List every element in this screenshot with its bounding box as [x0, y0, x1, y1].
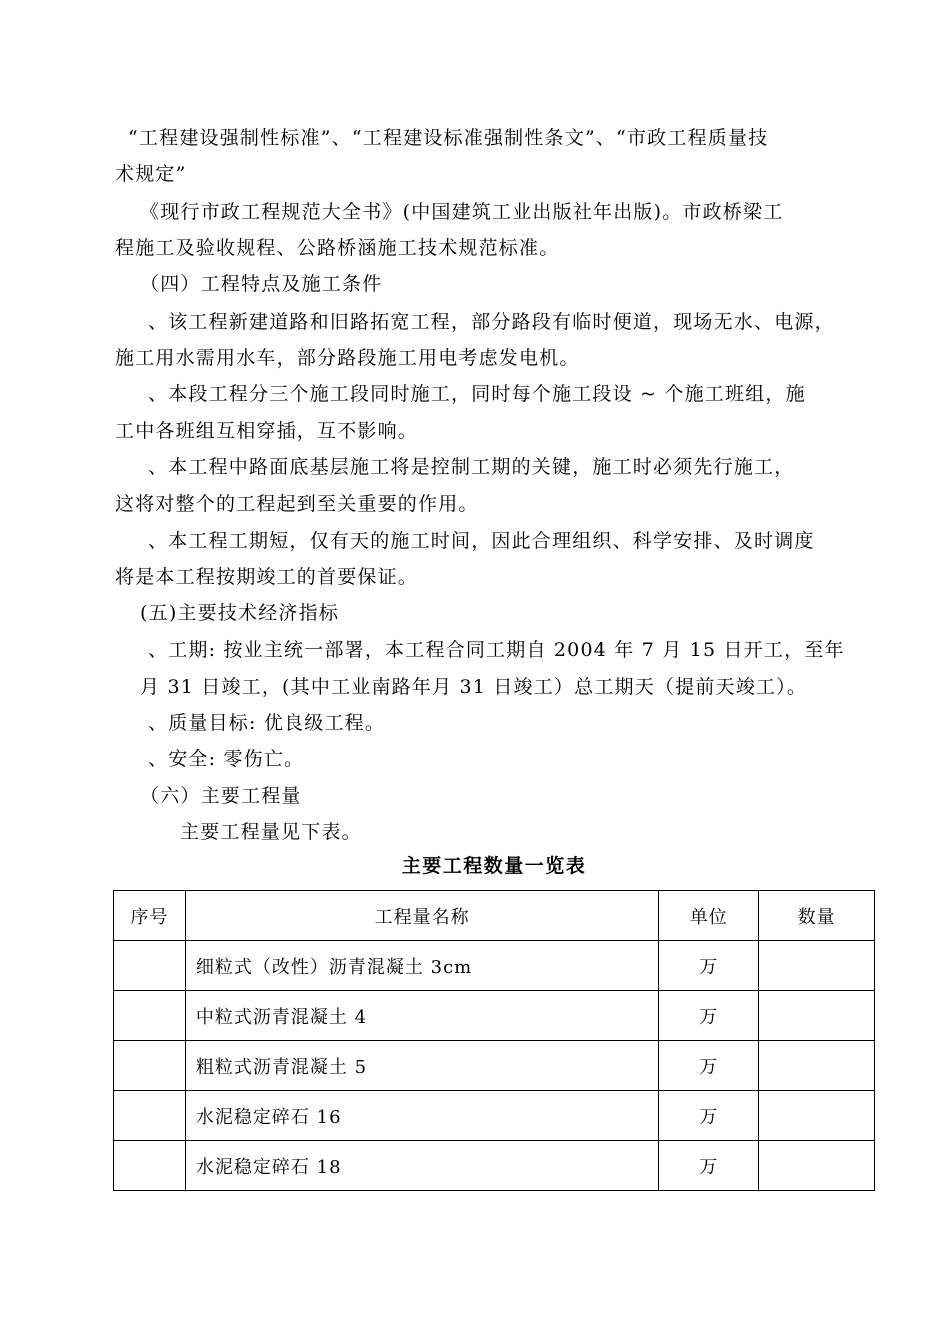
cell-qty — [759, 991, 875, 1041]
paragraph-line: 月 31 日竣工，(其中工业南路年月 31 日竣工）总工期天（提前天竣工）。 — [140, 676, 808, 698]
cell-no — [114, 1141, 186, 1191]
paragraph-line: 工中各班组互相穿插，互不影响。 — [115, 420, 419, 442]
paragraph-line: 术规定” — [115, 163, 187, 185]
table-row — [114, 1091, 875, 1141]
paragraph-line: 、安全: 零伤亡。 — [148, 748, 305, 770]
cell-name: 水泥稳定碎石 16 — [185, 1091, 658, 1141]
paragraph-line: 这将对整个的工程起到至关重要的作用。 — [115, 493, 479, 515]
table-row — [114, 991, 875, 1041]
paragraph-line: 施工用水需用水车，部分路段施工用电考虑发电机。 — [115, 347, 580, 369]
paragraph-line: 将是本工程按期竣工的首要保证。 — [115, 566, 419, 588]
cell-unit: 万 — [659, 1091, 759, 1141]
cell-no — [114, 1041, 186, 1091]
cell-qty — [759, 1041, 875, 1091]
section-heading: （四）工程特点及施工条件 — [140, 273, 383, 295]
table-row — [114, 941, 875, 991]
quantity-table — [113, 890, 875, 1191]
cell-no — [114, 991, 186, 1041]
column-header-name: 工程量名称 — [185, 891, 658, 941]
paragraph-line: 、本段工程分三个施工段同时施工，同时每个施工段设 ~ 个施工班组，施 — [148, 383, 806, 405]
column-header-unit: 单位 — [659, 891, 759, 941]
cell-qty — [759, 1091, 875, 1141]
cell-unit: 万 — [659, 1041, 759, 1091]
paragraph-line: 主要工程量见下表。 — [180, 821, 362, 843]
cell-name: 中粒式沥青混凝土 4 — [185, 991, 658, 1041]
cell-qty — [759, 1141, 875, 1191]
paragraph-line: 程施工及验收规程、公路桥涵施工技术规范标准。 — [115, 237, 560, 259]
cell-no — [114, 941, 186, 991]
paragraph-line: 、工期: 按业主统一部署，本工程合同工期自 2004 年 7 月 15 日开工，至年 — [148, 639, 845, 661]
cell-no — [114, 1091, 186, 1141]
paragraph-line: 、本工程工期短，仅有天的施工时间，因此合理组织、科学安排、及时调度 — [148, 530, 815, 552]
paragraph-line: 《现行市政工程规范大全书》(中国建筑工业出版社年出版)。市政桥梁工 — [140, 201, 784, 223]
table-header-row — [114, 891, 875, 941]
cell-unit: 万 — [659, 991, 759, 1041]
cell-name: 粗粒式沥青混凝土 5 — [185, 1041, 658, 1091]
paragraph-line: 、本工程中路面底基层施工将是控制工期的关键，施工时必须先行施工， — [148, 456, 795, 478]
section-heading: （六）主要工程量 — [140, 785, 302, 807]
paragraph-line: “工程建设强制性标准”、“工程建设标准强制性条文”、“市政工程质量技 — [128, 127, 769, 149]
column-header-no: 序号 — [114, 891, 186, 941]
table-row — [114, 1041, 875, 1091]
section-heading: (五)主要技术经济指标 — [140, 602, 340, 624]
table-caption: 主要工程数量一览表 — [401, 855, 587, 877]
cell-unit: 万 — [659, 1141, 759, 1191]
paragraph-line: 、该工程新建道路和旧路拓宽工程，部分路段有临时便道，现场无水、电源， — [148, 311, 835, 333]
cell-name: 水泥稳定碎石 18 — [185, 1141, 658, 1191]
table-row — [114, 1141, 875, 1191]
paragraph-line: 、质量目标: 优良级工程。 — [148, 712, 386, 734]
column-header-qty: 数量 — [759, 891, 875, 941]
cell-unit: 万 — [659, 941, 759, 991]
cell-qty — [759, 941, 875, 991]
cell-name: 细粒式（改性）沥青混凝土 3cm — [185, 941, 658, 991]
